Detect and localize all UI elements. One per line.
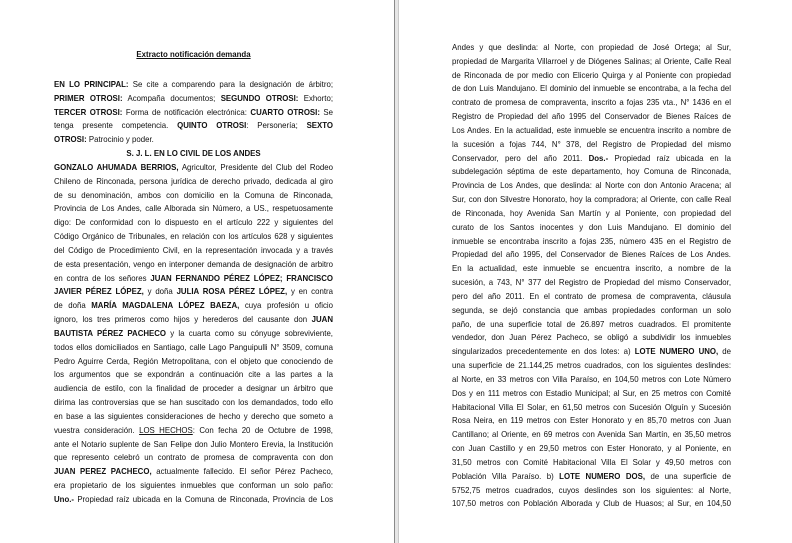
text-segment: y la cuarta como su cónyuge sobreviviente, bbox=[166, 328, 333, 338]
bold-text: JUAN PEREZ PACHECO, bbox=[54, 467, 152, 477]
text-line bbox=[452, 318, 731, 332]
text-segment: curato de los Santos inocentes y don Luis Mandujano. El dominio del bbox=[452, 222, 731, 232]
text-line bbox=[54, 285, 333, 299]
text-segment: ante el Notario suplente de San Felipe don Julio Montero Erevia, la Institución bbox=[54, 439, 333, 449]
text-line bbox=[452, 304, 731, 318]
text-line bbox=[452, 55, 731, 69]
document-title: Extracto notificación demanda bbox=[136, 50, 251, 59]
text-segment: S. J. L. EN LO CIVIL DE LOS ANDES bbox=[126, 149, 261, 159]
text-line bbox=[452, 401, 731, 415]
text-line bbox=[452, 456, 731, 470]
bold-text: Dos.- bbox=[588, 153, 609, 163]
text-line bbox=[54, 258, 333, 272]
text-line bbox=[452, 248, 731, 262]
bold-text: LOTE NUMERO DOS, bbox=[559, 471, 646, 481]
text-line bbox=[452, 96, 731, 110]
text-segment: Dos y en 111 metros con Estadio Municipal; al Sur, en 25 metros con Comité bbox=[452, 388, 731, 398]
text-line bbox=[54, 479, 333, 493]
text-segment: de su denominación, ambos con domicilio en la Comuna de Rinconada, bbox=[54, 190, 333, 200]
bold-text: LOTE NUMERO UNO, bbox=[634, 347, 719, 357]
document-page-left bbox=[0, 0, 394, 543]
text-line bbox=[452, 138, 731, 152]
text-line bbox=[452, 359, 731, 373]
text-segment: de Rinconada, hoy Avenida San Martín y al Poniente, con propiedad del bbox=[452, 208, 731, 218]
text-segment: 31,50 metros con Comité Habitacional Villa El Solar y 49,50 metros con bbox=[452, 457, 731, 467]
text-segment: y en contra bbox=[287, 287, 333, 297]
text-line bbox=[54, 493, 333, 507]
text-segment: Código Orgánico de Tribunales, en relación con los artículos 628 y siguientes bbox=[54, 232, 333, 242]
text-line bbox=[452, 497, 731, 511]
text-line bbox=[452, 193, 731, 207]
text-line bbox=[54, 147, 333, 161]
text-segment: Andes y que deslinda: al Norte, con propiedad de José Ortega; al Sur, bbox=[452, 43, 731, 52]
bold-text: JAVIER PÉREZ LÓPEZ, bbox=[54, 287, 144, 297]
text-line bbox=[452, 82, 731, 96]
bold-text: CUARTO OTROSI: bbox=[250, 107, 320, 117]
bold-text: TERCER OTROSI: bbox=[54, 107, 123, 117]
text-segment: Registro de Propiedad del año 1995 del Conservador de Bienes Raíces de bbox=[452, 112, 731, 122]
text-segment: 107,50 metros con Población Alborada y Club de Huasos; al Sur, en 104,50 bbox=[452, 499, 731, 509]
text-line bbox=[54, 92, 333, 106]
text-segment: Propiedad del año 1995, del Conservador de Bienes Raíces de Los Andes. bbox=[452, 250, 731, 260]
text-line bbox=[54, 451, 333, 465]
text-segment: Rosa Neira, en 119 metros con Ester Honorato y en 85,70 metros con Juan bbox=[452, 416, 731, 426]
right-page-body bbox=[452, 41, 731, 511]
text-line bbox=[452, 41, 731, 55]
text-line bbox=[54, 78, 333, 92]
text-line bbox=[54, 396, 333, 410]
text-line bbox=[452, 470, 731, 484]
text-line bbox=[452, 165, 731, 179]
text-segment: de esta presentación, vengo en interponer demanda de designación de arbitro bbox=[54, 259, 333, 269]
text-line bbox=[452, 442, 731, 456]
text-line bbox=[452, 110, 731, 124]
text-segment: de bbox=[718, 347, 731, 357]
text-segment: de Rinconada de por medio con Elicerio Quirga y al Poniente con propiedad bbox=[452, 70, 731, 80]
text-segment: de doña bbox=[54, 301, 92, 311]
text-line bbox=[452, 428, 731, 442]
text-segment: tenga presente competencia. bbox=[54, 121, 178, 131]
text-line bbox=[452, 484, 731, 498]
text-line bbox=[54, 424, 333, 438]
text-line bbox=[54, 230, 333, 244]
text-line bbox=[54, 410, 333, 424]
text-segment: Propiedad raíz ubicada en la Comuna de Rinconada, Provincia de Los bbox=[74, 494, 333, 504]
text-line bbox=[54, 341, 333, 355]
text-line bbox=[452, 276, 731, 290]
text-line bbox=[54, 368, 333, 382]
bold-text: Uno.- bbox=[54, 494, 75, 504]
text-segment: 5752,75 metros cuadrados, cuyos deslindes son los siguientes: al Norte, bbox=[452, 485, 731, 495]
text-segment: Sur, con don Silvestre Honorato, hoy la compradora; al Oriente, con calle Real bbox=[452, 195, 731, 205]
text-line bbox=[54, 189, 333, 203]
text-segment: contrato de promesa de compraventa, inscrito a fojas 235 vta., N° 1436 en el bbox=[452, 98, 731, 108]
text-segment: Se cite a comparendo para la designación de árbitro; bbox=[128, 80, 333, 89]
text-line bbox=[54, 327, 333, 341]
text-segment: singularizados precedentemente en dos lotes: a) bbox=[452, 347, 635, 357]
text-line bbox=[54, 161, 333, 175]
bold-text: BAUTISTA PÉREZ PACHECO bbox=[54, 328, 167, 338]
text-segment: Exhorto; bbox=[298, 93, 333, 103]
bold-text: OTROSI: bbox=[54, 135, 87, 145]
text-segment: todos ellos domiciliados en Santiago, calle Lago Panguipulli N° 3509, comuna bbox=[54, 342, 333, 352]
text-line bbox=[452, 414, 731, 428]
text-segment: vuestra consideración. bbox=[54, 425, 140, 435]
text-segment: Provincia de Los Andes, calle Alborada sin Número, a US., respetuosamente bbox=[54, 204, 333, 214]
text-line bbox=[54, 438, 333, 452]
text-segment: Habitacional Villa El Solar, en 61,50 metros con Sucesión Olguín y Sucesión bbox=[452, 402, 731, 412]
text-segment: cuya profesión u oficio bbox=[239, 301, 333, 311]
bold-text: SEXTO bbox=[306, 121, 334, 131]
text-segment: Chileno de Rinconada, persona jurídica de derecho privado, dedicada al giro bbox=[54, 176, 333, 186]
text-segment: ignoro, los tres primeros como hijos y herederos del causante don bbox=[54, 315, 312, 325]
bold-text: SEGUNDO OTROSI: bbox=[220, 93, 299, 103]
text-line bbox=[452, 207, 731, 221]
text-segment: y doña bbox=[143, 287, 177, 297]
text-segment: En la actualidad, este inmueble se encuentra inscrito, a nombre de la bbox=[452, 264, 731, 274]
text-segment: los argumentos que se expondrán a continuación cite a las partes a la bbox=[54, 370, 333, 380]
text-segment: sucesión, a 743, N° 377 del Registro de Propiedad del mismo Conservador, bbox=[452, 278, 731, 288]
text-segment: Forma de notificación electrónica: bbox=[122, 107, 251, 117]
underlined-heading: LOS HECHOS bbox=[139, 425, 193, 435]
left-page-body bbox=[54, 78, 333, 507]
text-segment: con Juan Castillo y en 29,50 metros con Ester Honorato, y al Poniente, en bbox=[452, 444, 731, 454]
text-line bbox=[54, 133, 333, 147]
text-line bbox=[452, 179, 731, 193]
text-line bbox=[452, 124, 731, 138]
text-line bbox=[54, 299, 333, 313]
text-line bbox=[452, 69, 731, 83]
text-line bbox=[452, 331, 731, 345]
text-segment: Patrocinio y poder. bbox=[86, 135, 154, 145]
text-segment: de don Luis Mandujano. El dominio del inmueble se encontraba, a la fecha del bbox=[452, 84, 731, 94]
text-segment: del Código de Procedimiento Civil, en la representación invocada y a través bbox=[54, 245, 333, 255]
text-line bbox=[54, 465, 333, 479]
text-segment: : Con fecha 20 de Octubre de 1998, bbox=[192, 425, 333, 435]
text-segment: digo: De conformidad con lo dispuesto en el artículo 222 y siguientes del bbox=[54, 218, 333, 228]
text-line bbox=[54, 355, 333, 369]
text-line bbox=[54, 106, 333, 120]
bold-text: GONZALO AHUMADA BERRIOS, bbox=[54, 162, 179, 172]
text-segment: propiedad de Margarita Villarroel y de Diógenes Salinas; al Oriente, Calle Real bbox=[452, 56, 731, 66]
text-segment: vendedor, don Juan Pérez Pacheco, se obligó a subdividir los inmuebles bbox=[452, 333, 731, 343]
text-line bbox=[452, 373, 731, 387]
text-line bbox=[452, 262, 731, 276]
bold-text: JUAN FERNANDO PÉREZ LÓPEZ; FRANCISCO bbox=[150, 273, 334, 283]
text-segment: Población Villa Paraíso. b) bbox=[452, 471, 560, 481]
text-segment: dirima las controversias que se han suscitado con los demandados, todo ello bbox=[54, 398, 333, 408]
text-segment: era propietario de los siguientes inmuebles que conforman un solo paño: bbox=[54, 481, 333, 491]
text-segment: paño, de una superficie total de 26.897 metros cuadrados. El promitente bbox=[452, 319, 731, 329]
text-segment: subdelegación séptima de este departamento, hoy Comuna de Rinconada, bbox=[452, 167, 731, 177]
text-segment: al Norte, en 33 metros con Villa Paraíso, en 104,50 metros con Lote Número bbox=[452, 374, 731, 384]
text-segment: en contra de los señores bbox=[54, 273, 151, 283]
text-line bbox=[54, 216, 333, 230]
text-segment: la sucesión a fojas 744, N° 378, del Registro de Propiedad del mismo bbox=[452, 139, 731, 149]
document-page-right bbox=[399, 0, 792, 543]
text-segment: Se bbox=[319, 107, 333, 117]
text-segment: : Personería; bbox=[246, 121, 307, 131]
text-segment: Los Andes. En la actualidad, este inmueble se encuentra inscrito a nombre de bbox=[452, 125, 731, 135]
bold-text: MARÍA MAGDALENA LÓPEZ BAEZA, bbox=[91, 301, 240, 311]
text-segment: Provincia de Los Andes, que deslinda: al Norte con don Antonio Aracena; al bbox=[452, 181, 731, 191]
text-line bbox=[54, 313, 333, 327]
text-segment: actualmente fallecido. El señor Pérez Pacheco, bbox=[151, 467, 333, 477]
text-segment: Acompaña documentos; bbox=[122, 93, 221, 103]
text-segment: que represento celebró un contrato de promesa de compraventa con don bbox=[54, 453, 333, 463]
text-line bbox=[452, 235, 731, 249]
text-segment: inmueble se encontraba inscrito a fojas 235, número 435 en el Registro de bbox=[452, 236, 731, 246]
text-segment: Propiedad raíz ubicada en la bbox=[608, 153, 731, 163]
text-line bbox=[452, 152, 731, 166]
text-segment: segunda, se dejó constancia que ambas propiedades conforman un solo bbox=[452, 305, 731, 315]
text-line bbox=[54, 175, 333, 189]
text-segment: de una superficie de bbox=[645, 471, 731, 481]
text-line bbox=[54, 119, 333, 133]
text-line bbox=[54, 272, 333, 286]
bold-text: EN LO PRINCIPAL: bbox=[54, 80, 129, 89]
bold-text: QUINTO OTROSI bbox=[177, 121, 247, 131]
text-line bbox=[54, 244, 333, 258]
text-segment: Conservador, pero del año 2011. bbox=[452, 153, 589, 163]
bold-text: PRIMER OTROSI: bbox=[54, 93, 123, 103]
text-line bbox=[54, 382, 333, 396]
bold-text: JULIA ROSA PÉREZ LÓPEZ, bbox=[176, 287, 288, 297]
text-segment: Cantillano; al Oriente, en 69 metros con Avenida San Martín, en 35,50 metros bbox=[452, 430, 731, 440]
text-line bbox=[452, 387, 731, 401]
text-line bbox=[452, 221, 731, 235]
text-segment: Pedro Aguirre Cerda, Región Metropolitana, con el objeto que conociendo de bbox=[54, 356, 333, 366]
text-segment: pero del año 2011. En el contrato de promesa de compraventa, cláusula bbox=[452, 291, 731, 301]
bold-text: JUAN bbox=[311, 315, 333, 325]
text-segment: audiencia de estilo, con la finalidad de proceder a designar un árbitro que bbox=[54, 384, 333, 394]
text-segment: una superficie de 21.144,25 metros cuadrados, con los siguientes deslindes: bbox=[452, 361, 731, 371]
text-line bbox=[452, 290, 731, 304]
text-line bbox=[452, 345, 731, 359]
text-segment: en base a las siguientes consideraciones de hecho y derecho que someto a bbox=[54, 411, 333, 421]
text-line bbox=[54, 202, 333, 216]
text-segment: Agricultor, Presidente del Club del Rodeo bbox=[178, 162, 333, 172]
